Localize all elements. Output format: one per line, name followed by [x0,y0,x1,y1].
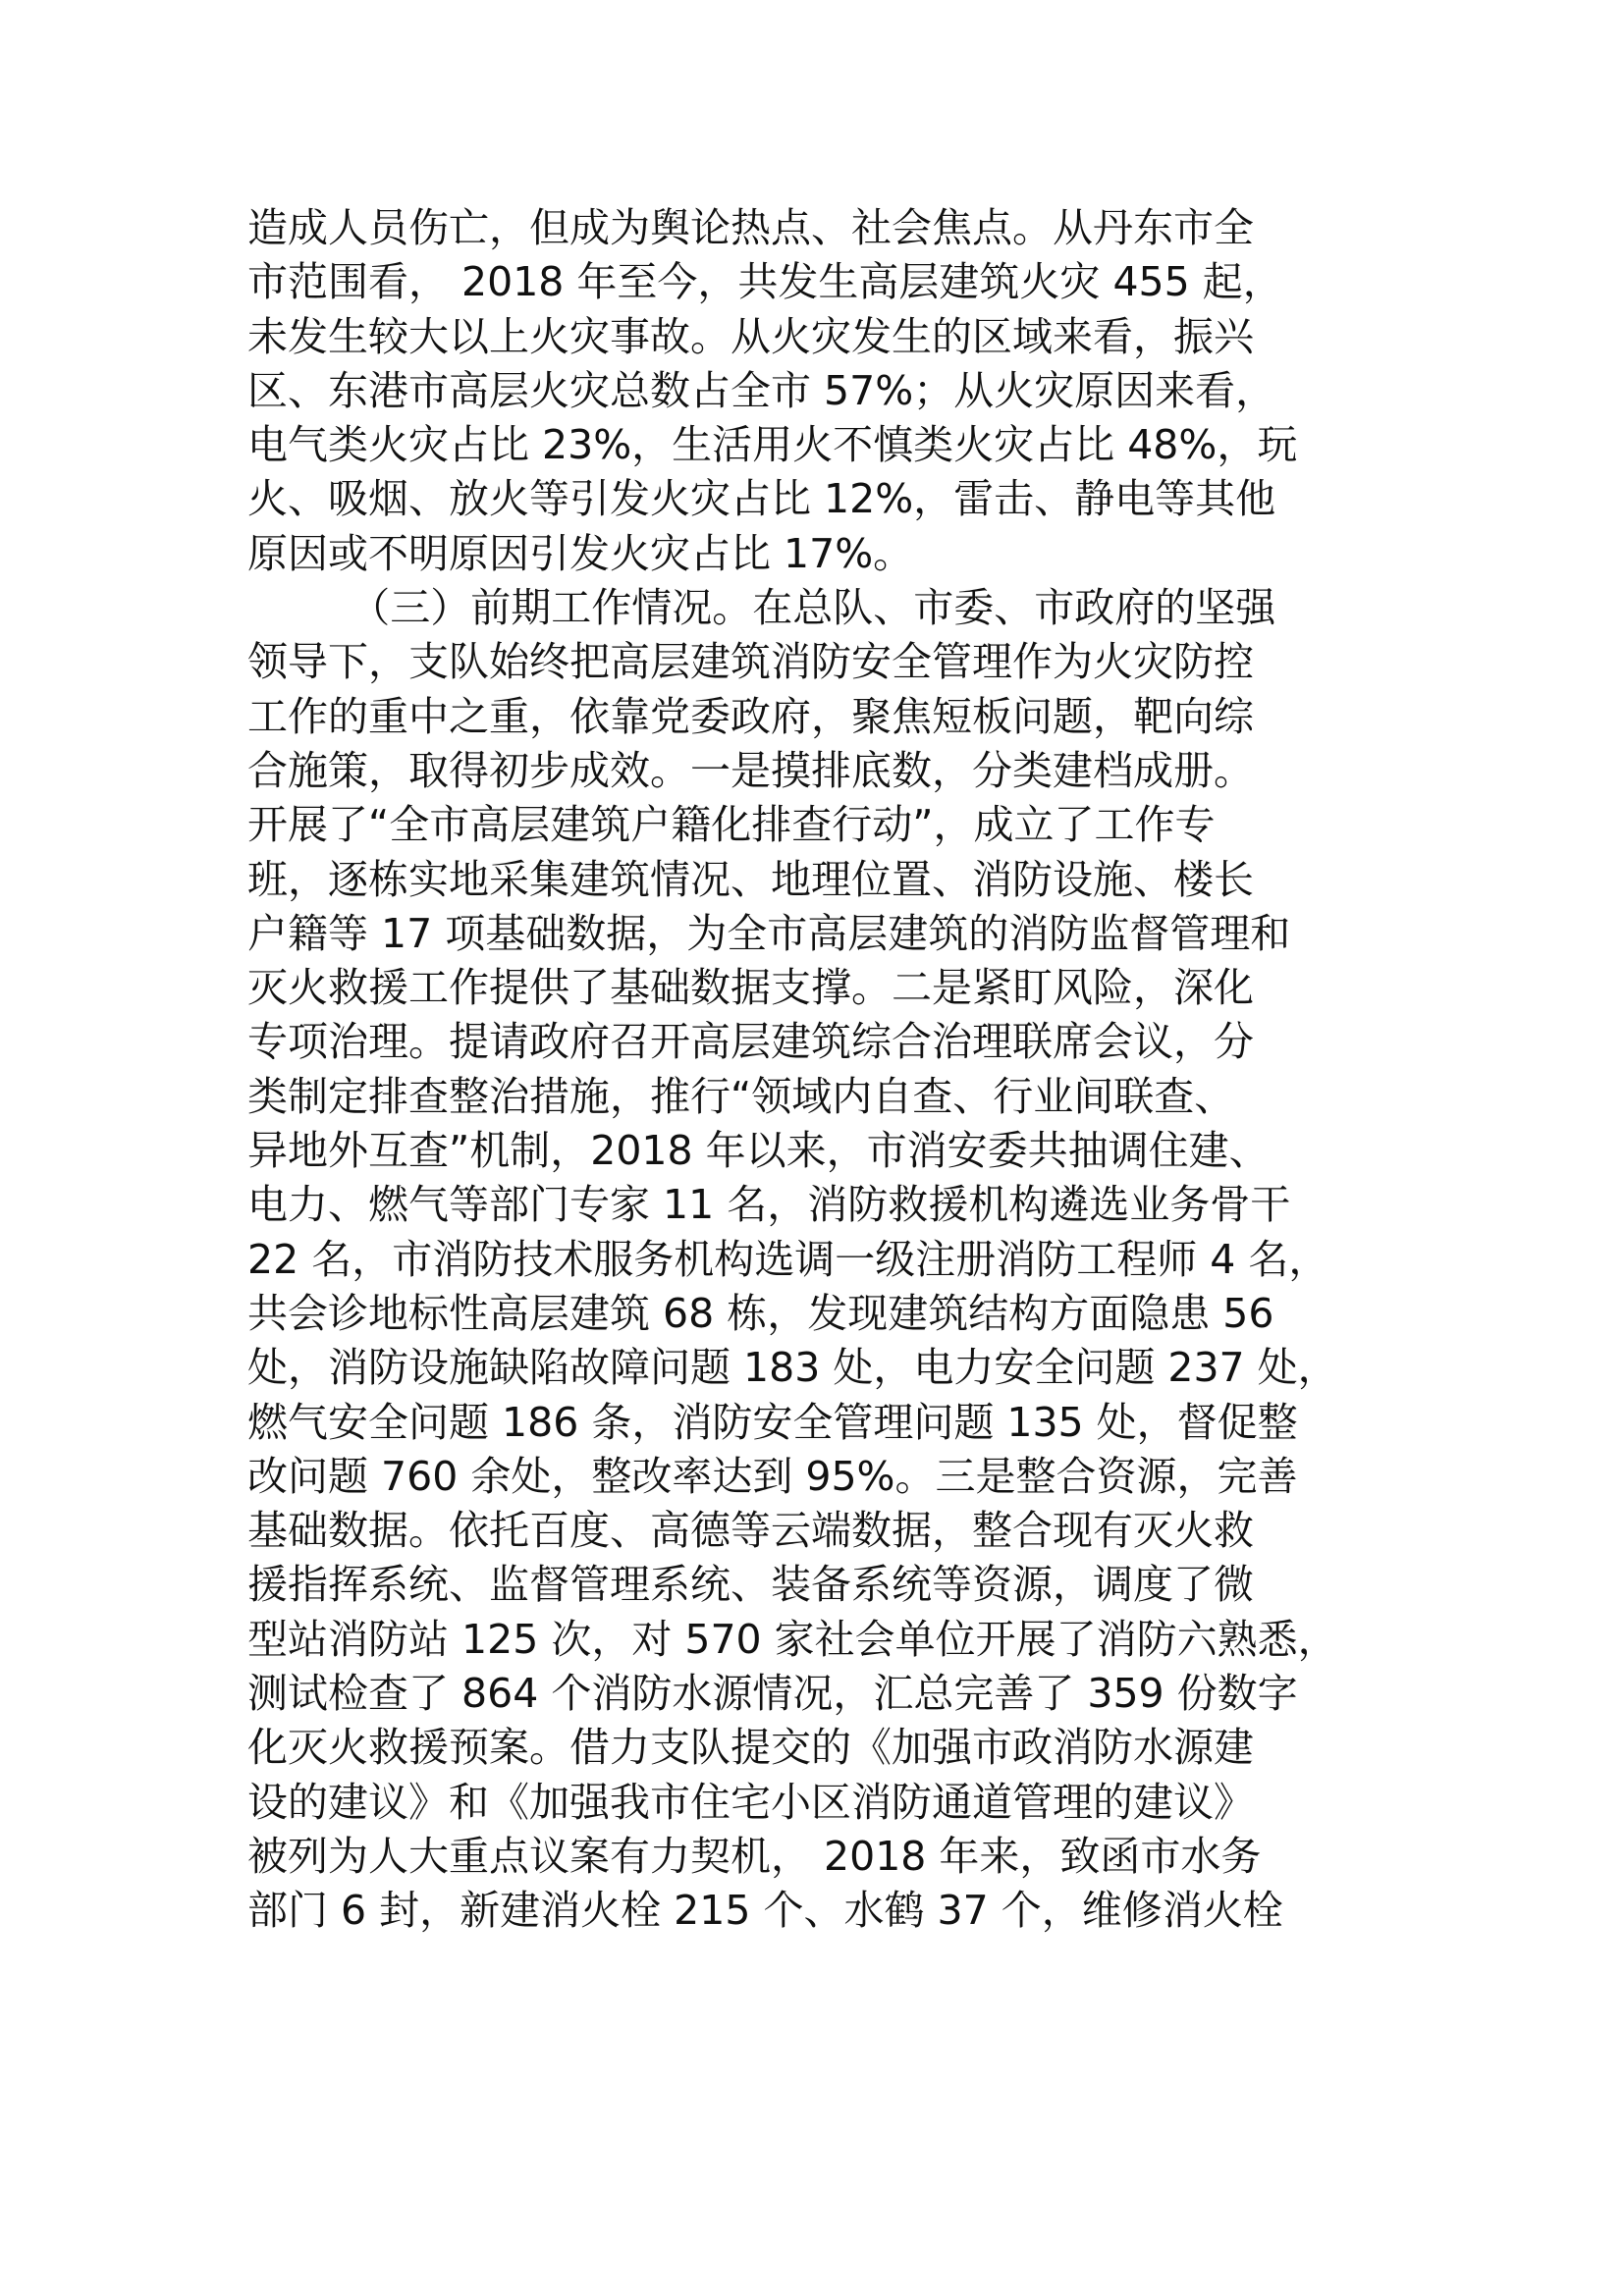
text-line: 班，逐栋实地采集建筑情况、地理位置、消防设施、楼长 [247,855,1254,903]
text-line: 被列为人大重点议案有力契机， 2018 年来，致函市水务 [247,1832,1262,1880]
text-line: 电气类火灾占比 23%，生活用火不慎类火灾占比 48%，玩 [247,421,1298,469]
text-line: 燃气安全问题 186 条，消防安全管理问题 135 处，督促整 [247,1398,1298,1446]
text-line: 援指挥系统、监督管理系统、装备系统等资源，调度了微 [247,1561,1254,1609]
section-heading-line: （三）前期工作情况。在总队、市委、市政府的坚强 [247,584,1276,632]
text-line: 原因或不明原因引发火灾占比 17%。 [247,529,914,577]
text-line: 部门 6 封，新建消火栓 215 个、水鹤 37 个，维修消火栓 [247,1887,1283,1935]
text-line: 改问题 760 余处，整改率达到 95%。三是整合资源，完善 [247,1452,1298,1500]
text-line: 22 名，市消防技术服务机构选调一级注册消防工程师 4 名， [247,1235,1329,1283]
text-line: 未发生较大以上火灾事故。从火灾发生的区域来看，振兴 [247,312,1254,360]
text-line: 开展了“全市高层建筑户籍化排查行动”，成立了工作专 [247,801,1216,849]
text-line: 合施策，取得初步成效。一是摸排底数，分类建档成册。 [247,746,1254,794]
text-line: 设的建议》和《加强我市住宅小区消防通道管理的建议》 [247,1778,1254,1826]
text-line: 户籍等 17 项基础数据，为全市高层建筑的消防监督管理和 [247,909,1291,957]
text-line: 造成人员伤亡，但成为舆论热点、社会焦点。从丹东市全 [247,204,1254,251]
text-line: 处，消防设施缺陷故障问题 183 处，电力安全问题 237 处， [247,1344,1338,1392]
text-line: 化灭火救援预案。借力支队提交的《加强市政消防水源建 [247,1724,1254,1772]
body-text [247,201,1406,1939]
text-line: 领导下，支队始终把高层建筑消防安全管理作为火灾防控 [247,638,1254,686]
text-line: 专项治理。提请政府召开高层建筑综合治理联席会议，分 [247,1018,1254,1066]
text-line: 工作的重中之重，依靠党委政府，聚焦短板问题，靶向综 [247,692,1254,740]
text-line: 异地外互查”机制，2018 年以来，市消安委共抽调住建、 [247,1127,1270,1175]
text-line: 测试检查了 864 个消防水源情况，汇总完善了 359 份数字 [247,1670,1298,1718]
text-line: 市范围看， 2018 年至今，共发生高层建筑火灾 455 起， [247,258,1283,306]
text-line: 火、吸烟、放火等引发火灾占比 12%，雷击、静电等其他 [247,475,1276,523]
text-line: 共会诊地标性高层建筑 68 栋，发现建筑结构方面隐患 56 [247,1289,1274,1337]
text-line: 电力、燃气等部门专家 11 名，消防救援机构遴选业务骨干 [247,1181,1291,1229]
text-line: 型站消防站 125 次，对 570 家社会单位开展了消防六熟悉， [247,1615,1338,1663]
text-line: 区、东港市高层火灾总数占全市 57%；从火灾原因来看， [247,366,1276,414]
text-line: 基础数据。依托百度、高德等云端数据，整合现有灭火救 [247,1507,1254,1555]
text-line: 类制定排查整治措施，推行“领域内自查、行业间联查、 [247,1072,1235,1120]
text-line: 灭火救援工作提供了基础数据支撑。二是紧盯风险，深化 [247,964,1254,1012]
